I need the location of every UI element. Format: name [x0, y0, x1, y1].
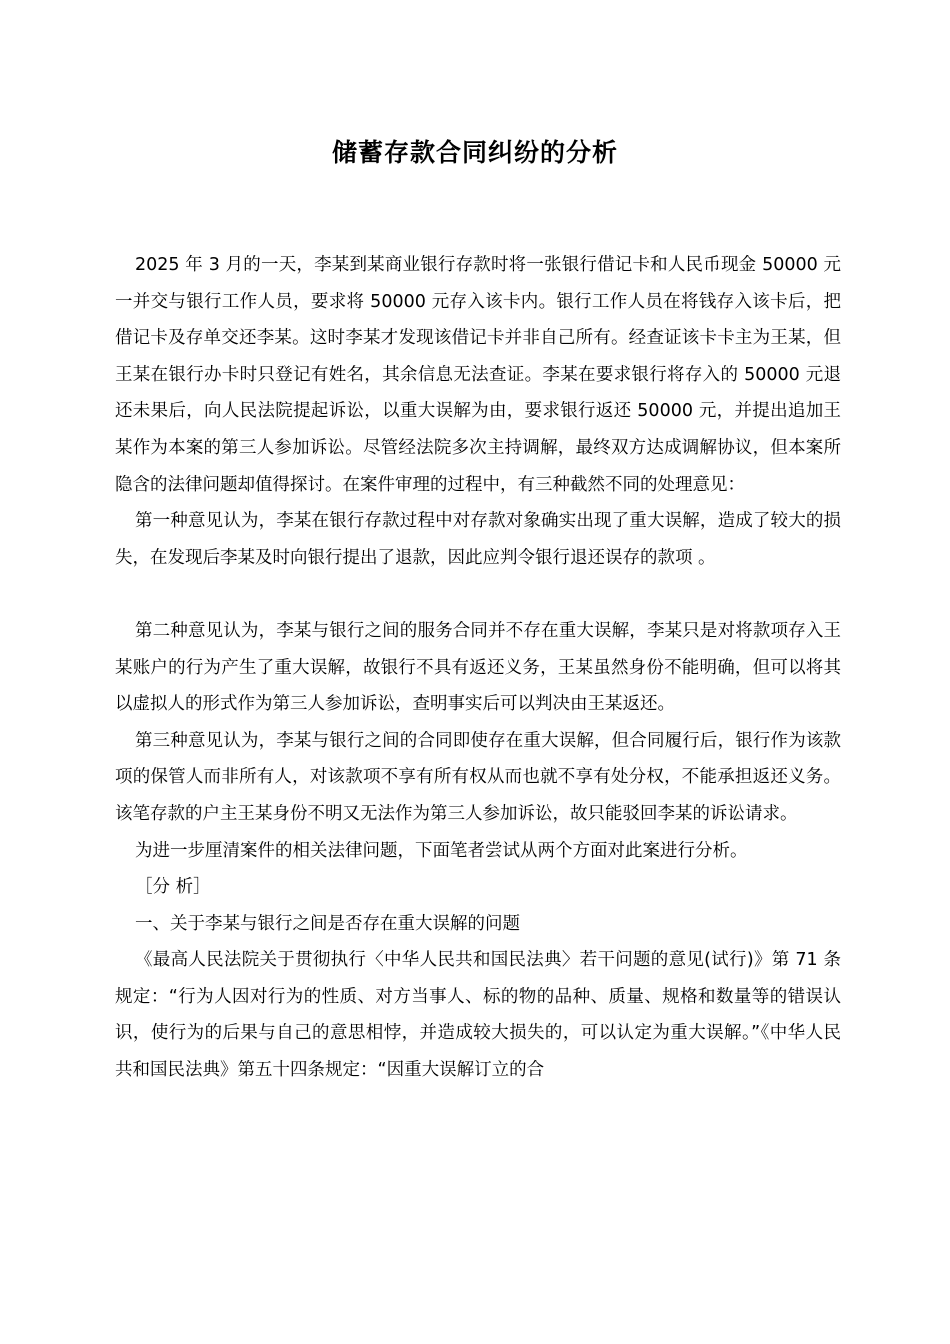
paragraph-opinion-one: 第一种意见认为，李某在银行存款过程中对存款对象确实出现了重大误解，造成了较大的损失，在发现后李某及时向银行提出了退款，因此应判令银行退还误存的款项 。 [115, 511, 841, 568]
section-heading-analysis: ［分 析］ [135, 877, 211, 898]
paragraph-transition: 为进一步厘清案件的相关法律问题，下面笔者尝试从两个方面对此案进行分析。 [135, 840, 748, 861]
paragraph-case-facts: 2025 年 3 月的一天，李某到某商业银行存款时将一张银行借记卡和人民币现金 50000 元一并交与银行工作人员，要求将 50000 元存入该卡内。银行工作人员在将钱存入该卡后，把借记卡及存单交还李某。这时李某才发现该借记卡并非自己所有。经查证该卡卡主为王某，但王某在银行办卡时只登记有姓名，其余信息无法查证。李某在要求银行将存入的 50000 元退还未果后，向人民法院提起诉讼，以重大误解为由，要求银行返还 50000 元，并提出追加王某作为本案的第三人参加诉讼。尽管经法院多次主持调解，最终双方达成调解协议，但本案所隐含的法律问题却值得探讨。在案件审理的过程中，有三种截然不同的处理意见： [115, 255, 841, 495]
paragraph-opinion-three: 第三种意见认为，李某与银行之间的合同即使存在重大误解，但合同履行后，银行作为该款项的保管人而非所有人，对该款项不享有所有权从而也就不享有处分权，不能承担返还义务。该笔存款的户主王某身份不明又无法作为第三人参加诉讼，故只能驳回李某的诉讼请求。 [115, 730, 841, 824]
paragraph-opinion-two: 第二种意见认为，李某与银行之间的服务合同并不存在重大误解，李某只是对将款项存入王某账户的行为产生了重大误解，故银行不具有返还义务，王某虽然身份不能明确，但可以将其以虚拟人的形式作为第三人参加诉讼，查明事实后可以判决由王某返还。 [115, 620, 841, 715]
subheading-major-misunderstanding: 一、关于李某与银行之间是否存在重大误解的问题 [135, 913, 520, 934]
document-body [115, 247, 841, 1089]
document-title: 储蓄存款合同纠纷的分析 [331, 138, 618, 167]
paragraph-legal-provisions: 《最高人民法院关于贯彻执行〈中华人民共和国民法典〉若干问题的意见(试行)》第 71 条规定：“行为人因对行为的性质、对方当事人、标的物的品种、质量、规格和数量等的错误认识，使行为的后果与自己的意思相悖，并造成较大损失的，可以认定为重大误解。”《中华人民共和国民法典》第五十四条规定：“因重大误解订立的合 [115, 950, 841, 1081]
